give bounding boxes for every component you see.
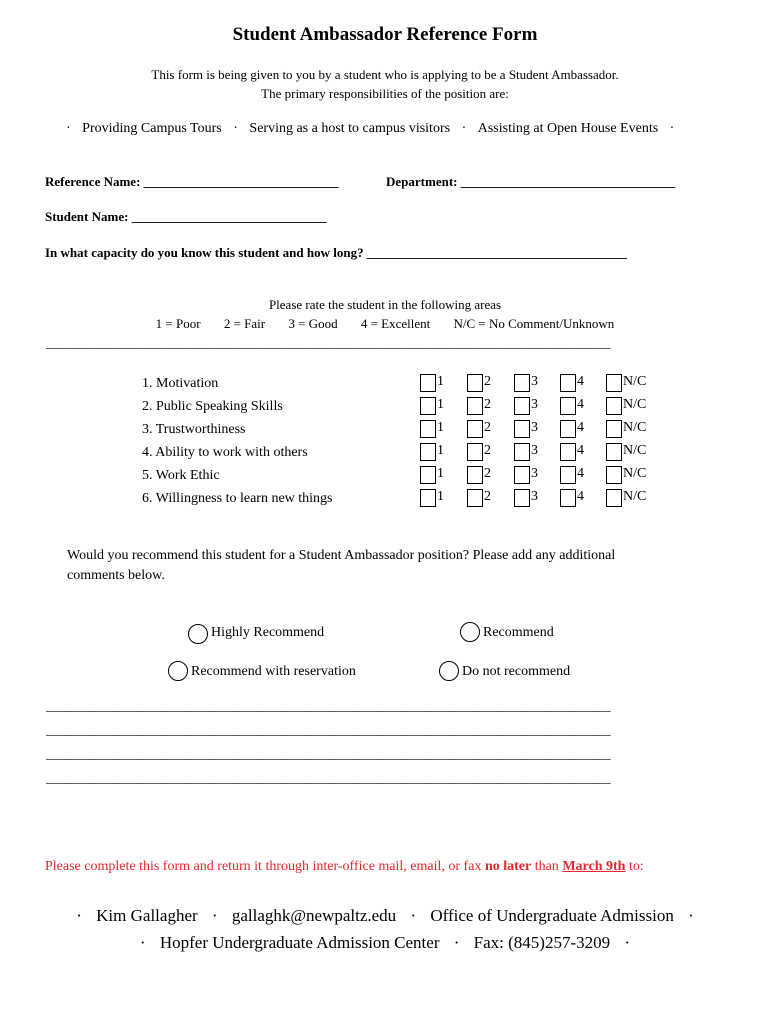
rating-checkbox[interactable] — [514, 489, 530, 507]
recommend-question-2: comments below. — [67, 568, 165, 583]
scale-item: 1 = Poor — [155, 316, 201, 331]
bullet: · — [139, 933, 146, 952]
rating-option-label: 4 — [577, 397, 584, 412]
rating-option-label: N/C — [623, 420, 647, 435]
criterion: 4. Ability to work with others — [142, 445, 308, 460]
scale-item: N/C = No Comment/Unknown — [453, 316, 615, 331]
rating-checkbox[interactable] — [420, 420, 436, 438]
duty-item: Serving as a host to campus visitors — [249, 121, 451, 136]
comment-line[interactable]: ______________________________________________________________________________________________ — [46, 698, 610, 713]
instruction-deadline-emphasis: no later — [484, 859, 532, 874]
contact-fax: Fax: (845)257-3209 — [473, 933, 611, 952]
rating-option-label: 3 — [531, 397, 538, 412]
rating-option-label: N/C — [623, 489, 647, 504]
capacity-field[interactable]: In what capacity do you know this student and how long? ________________________________________ — [45, 245, 627, 260]
rating-checkbox[interactable] — [560, 466, 576, 484]
contact-email[interactable]: gallaghk@newpaltz.edu — [231, 906, 397, 925]
bullet: · — [688, 906, 694, 925]
rating-checkbox[interactable] — [514, 397, 530, 415]
rating-checkbox[interactable] — [467, 466, 483, 484]
contact-office: Office of Undergraduate Admission — [430, 906, 674, 925]
criterion: 2. Public Speaking Skills — [142, 399, 283, 414]
recommend-question-1: Would you recommend this student for a Student Ambassador position? Please add any additional — [67, 548, 616, 563]
rating-option-label: 4 — [577, 489, 584, 504]
duty-item: Assisting at Open House Events — [477, 121, 659, 136]
rating-option-label: 2 — [484, 489, 491, 504]
rating-option-label: 4 — [577, 374, 584, 389]
criterion: 6. Willingness to learn new things — [142, 491, 333, 506]
rating-checkbox[interactable] — [467, 374, 483, 392]
recommend-with-reservation-label: Recommend with reservation — [191, 664, 356, 679]
rating-option-label: 2 — [484, 443, 491, 458]
rating-checkbox[interactable] — [467, 443, 483, 461]
rating-option-label: 4 — [577, 420, 584, 435]
department-field[interactable]: Department: _________________________________ — [386, 174, 676, 189]
bullet: · — [66, 121, 71, 136]
rating-checkbox[interactable] — [560, 489, 576, 507]
rating-option-label: 3 — [531, 489, 538, 504]
bullet: · — [211, 906, 218, 925]
rating-checkbox[interactable] — [606, 397, 622, 415]
bullet: · — [461, 121, 467, 136]
rating-option-label: 1 — [437, 466, 444, 481]
contact-name: Kim Gallagher — [96, 906, 198, 925]
rating-checkbox[interactable] — [420, 466, 436, 484]
rating-checkbox[interactable] — [467, 489, 483, 507]
intro-line-2: The primary responsibilities of the position are: — [261, 86, 509, 101]
rating-option-label: 3 — [531, 466, 538, 481]
rating-checkbox[interactable] — [560, 374, 576, 392]
instruction-text: to: — [625, 859, 644, 874]
rating-checkbox[interactable] — [467, 397, 483, 415]
rating-checkbox[interactable] — [420, 443, 436, 461]
student-name-field[interactable]: Student Name: ______________________________ — [45, 209, 327, 224]
rating-checkbox[interactable] — [606, 466, 622, 484]
highly-recommend-label: Highly Recommend — [211, 625, 325, 640]
rating-checkbox[interactable] — [420, 397, 436, 415]
do-not-recommend-radio[interactable] — [439, 661, 459, 681]
rating-checkbox[interactable] — [560, 420, 576, 438]
rating-checkbox[interactable] — [514, 420, 530, 438]
recommend-radio[interactable] — [460, 622, 480, 642]
rating-checkbox[interactable] — [514, 466, 530, 484]
rating-option-label: 4 — [577, 443, 584, 458]
rating-option-label: 1 — [437, 374, 444, 389]
rating-scale — [0, 316, 770, 332]
scale-item: 3 = Good — [288, 316, 338, 331]
criterion: 3. Trustworthiness — [142, 422, 246, 437]
rating-option-label: 4 — [577, 466, 584, 481]
rating-option-label: 2 — [484, 420, 491, 435]
bullet: · — [669, 121, 675, 136]
rating-option-label: 3 — [531, 374, 538, 389]
instruction-date: March 9th — [562, 859, 626, 874]
rating-checkbox[interactable] — [514, 443, 530, 461]
bullet: · — [410, 906, 417, 925]
rating-checkbox[interactable] — [606, 420, 622, 438]
rating-option-label: 1 — [437, 489, 444, 504]
return-instruction — [45, 859, 644, 875]
rating-option-label: 3 — [531, 443, 538, 458]
bullet: · — [233, 121, 238, 136]
instruction-text: than — [531, 859, 563, 874]
recommend-with-reservation-radio[interactable] — [168, 661, 188, 681]
contact-line-1 — [0, 906, 770, 926]
criteria-list — [142, 372, 333, 510]
rating-checkbox[interactable] — [514, 374, 530, 392]
rating-option-label: N/C — [623, 466, 647, 481]
criterion: 5. Work Ethic — [142, 468, 220, 483]
form-title: Student Ambassador Reference Form — [232, 24, 538, 45]
rating-checkbox[interactable] — [467, 420, 483, 438]
contact-line-2 — [0, 933, 770, 953]
rating-option-label: N/C — [623, 397, 647, 412]
duty-item: Providing Campus Tours — [82, 121, 222, 136]
rating-checkbox[interactable] — [420, 374, 436, 392]
rating-checkbox[interactable] — [420, 489, 436, 507]
reference-name-field[interactable]: Reference Name: ______________________________ — [45, 174, 339, 189]
rating-checkbox[interactable] — [606, 443, 622, 461]
rating-checkbox[interactable] — [606, 489, 622, 507]
rating-checkbox[interactable] — [560, 397, 576, 415]
criterion: 1. Motivation — [142, 376, 219, 391]
rating-checkbox[interactable] — [560, 443, 576, 461]
rating-checkbox[interactable] — [606, 374, 622, 392]
intro-line-1: This form is being given to you by a student who is applying to be a Student Ambassador. — [151, 67, 619, 82]
scale-item: 4 = Excellent — [360, 316, 431, 331]
recommend-label: Recommend — [483, 625, 554, 640]
divider-rule: ______________________________________________________________________________________________ — [46, 335, 610, 350]
rating-option-label: N/C — [623, 443, 647, 458]
rating-option-label: 1 — [437, 443, 444, 458]
rating-option-label: 3 — [531, 420, 538, 435]
comment-line[interactable]: ______________________________________________________________________________________________ — [46, 770, 610, 785]
bullet: · — [624, 933, 631, 952]
scale-item: 2 = Fair — [223, 316, 266, 331]
rating-option-label: 1 — [437, 397, 444, 412]
rating-option-label: 2 — [484, 374, 491, 389]
bullet: · — [76, 906, 82, 925]
rating-option-label: 2 — [484, 466, 491, 481]
rating-option-label: N/C — [623, 374, 647, 389]
contact-center: Hopfer Undergraduate Admission Center — [159, 933, 440, 952]
do-not-recommend-label: Do not recommend — [462, 664, 571, 679]
rating-heading: Please rate the student in the following areas — [268, 297, 502, 312]
instruction-text: Please complete this form and return it through inter-office mail, email, or fax — [45, 859, 485, 874]
duties-list — [62, 121, 678, 137]
comment-line[interactable]: ______________________________________________________________________________________________ — [46, 746, 610, 761]
rating-option-label: 1 — [437, 420, 444, 435]
rating-option-label: 2 — [484, 397, 491, 412]
bullet: · — [453, 933, 460, 952]
comment-line[interactable]: ______________________________________________________________________________________________ — [46, 722, 610, 737]
highly-recommend-radio[interactable] — [188, 624, 208, 644]
